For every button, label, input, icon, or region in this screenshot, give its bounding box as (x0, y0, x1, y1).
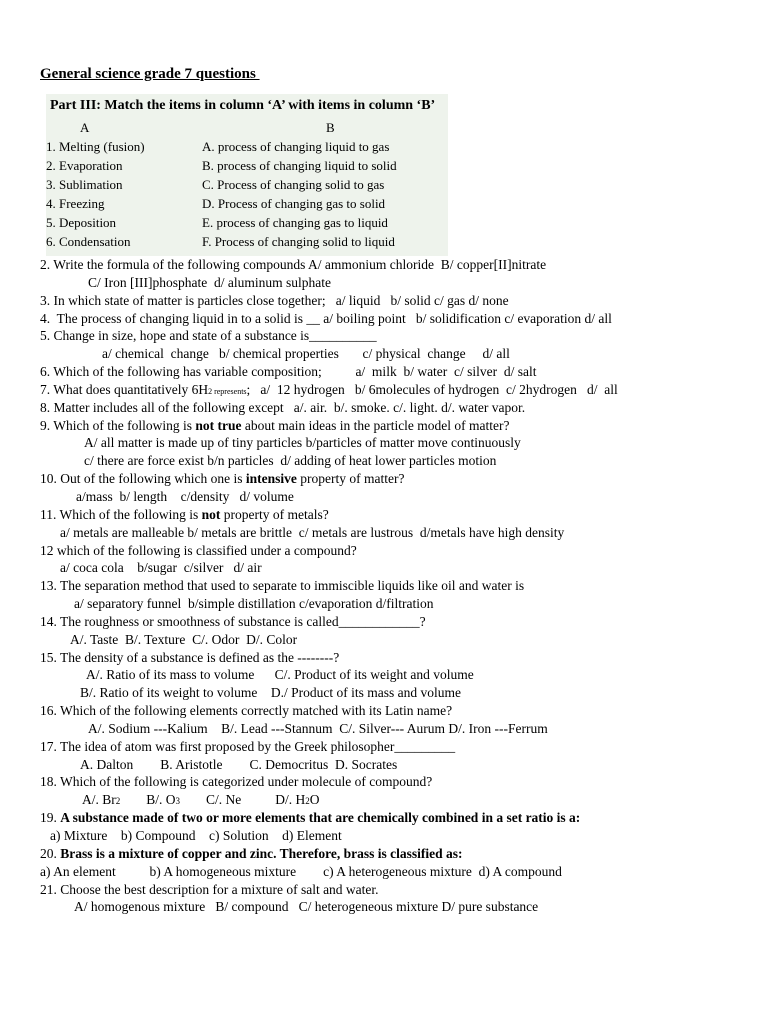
question-18-options (40, 791, 740, 809)
question-list (40, 256, 740, 916)
option-a: A/. Br (82, 792, 116, 808)
column-a-item: 5. Deposition (46, 215, 117, 230)
option-b: B/. O (146, 792, 176, 808)
column-a-item: 1. Melting (fusion) (46, 139, 145, 154)
question-9-options: A/ all matter is made up of tiny particles b/particles of matter move continuously (84, 435, 521, 451)
column-a-item: 3. Sublimation (46, 177, 123, 192)
question-13: 13. The separation method that used to separate to immiscible liquids like oil and water is (40, 578, 525, 594)
question-6: 6. Which of the following has variable composition; a/ milk b/ water c/ silver d/ salt (40, 364, 537, 380)
question-15: 15. The density of a substance is defined as the --------? (40, 649, 340, 665)
question-11-emphasis: not (201, 506, 221, 522)
column-a-item: 4. Freezing (46, 196, 105, 211)
match-row (46, 158, 448, 177)
question-19-text: A substance made of two or more elements that are chemically combined in a set ratio is a: (60, 810, 581, 826)
question-18: 18. Which of the following is categorized under molecule of compound? (40, 774, 433, 790)
part3-heading: Part III: Match the items in column ‘A’ with items in column ‘B’ (50, 98, 436, 113)
question-20 (40, 845, 740, 863)
question-19 (40, 809, 740, 827)
question-7 (40, 381, 740, 399)
question-7-text: 7. What does quantitatively 6H (40, 381, 209, 397)
question-17: 17. The idea of atom was first proposed by the Greek philosopher_________ (40, 738, 456, 754)
question-8: 8. Matter includes all of the following except a/. air. b/. smoke. c/. light. d/. water vapor. (40, 399, 526, 415)
question-9-text: 9. Which of the following is (40, 417, 196, 433)
match-row (46, 177, 448, 196)
option-c: C/. Ne (206, 792, 242, 808)
question-10 (40, 470, 740, 488)
column-b-item: C. Process of changing solid to gas (202, 177, 385, 192)
question-9-text-end: about main ideas in the particle model of matter? (241, 417, 510, 433)
question-12: 12 which of the following is classified under a compound? (40, 542, 357, 558)
option-d-subscript: 2 (305, 796, 310, 807)
column-b-item: B. process of changing liquid to solid (202, 158, 397, 173)
question-21-options: A/ homogenous mixture B/ compound C/ heterogeneous mixture D/ pure substance (74, 899, 539, 915)
column-b-item: F. Process of changing solid to liquid (202, 234, 395, 249)
question-2-options: C/ Iron [III]phosphate d/ aluminum sulphate (88, 274, 331, 290)
question-19-options: a) Mixture b) Compound c) Solution d) Element (50, 828, 342, 843)
question-7-subscript: 2 represents (208, 386, 247, 396)
question-4: 4. The process of changing liquid in to a solid is __ a/ boiling point b/ solidification c/ evaporation d/ all (40, 310, 612, 326)
match-row (46, 139, 448, 158)
column-a-header: A (80, 120, 90, 135)
column-a-item: 2. Evaporation (46, 158, 123, 173)
question-9-emphasis: not true (195, 417, 242, 433)
question-17-options: A. Dalton B. Aristotle C. Democritus D. Socrates (80, 756, 398, 772)
column-b-header: B (326, 120, 335, 135)
page-title: General science grade 7 questions (40, 66, 260, 82)
match-row (46, 196, 448, 215)
question-15-options: A/. Ratio of its mass to volume C/. Product of its weight and volume (86, 667, 474, 683)
question-10-text: 10. Out of the following which one is (40, 471, 246, 487)
column-b-item: A. process of changing liquid to gas (202, 139, 390, 154)
matching-table-image (46, 94, 448, 256)
question-10-options: a/mass b/ length c/density d/ volume (76, 488, 294, 504)
question-16-options: A/. Sodium ---Kalium B/. Lead ---Stannum C/. Silver--- Aurum D/. Iron ---Ferrum (88, 720, 548, 736)
question-9 (40, 417, 740, 435)
question-11-text: 11. Which of the following is (40, 506, 202, 522)
question-16: 16. Which of the following elements correctly matched with its Latin name? (40, 703, 453, 719)
question-7-options: ; a/ 12 hydrogen b/ 6molecules of hydrogen c/ 2hydrogen d/ all (246, 381, 618, 397)
option-b-subscript: 3 (175, 796, 181, 807)
question-2: 2. Write the formula of the following compounds A/ ammonium chloride B/ copper[II]nitrate (40, 257, 547, 272)
question-15-options: B/. Ratio of its weight to volume D./ Product of its mass and volume (80, 685, 461, 701)
option-d: D/. H (275, 792, 306, 808)
question-3: 3. In which state of matter is particles close together; a/ liquid b/ solid c/ gas d/ none (40, 292, 509, 308)
match-row (46, 215, 448, 234)
question-13-options: a/ separatory funnel b/simple distillation c/evaporation d/filtration (74, 596, 434, 612)
question-14-options: A/. Taste B/. Texture C/. Odor D/. Color (70, 631, 298, 647)
question-19-number: 19. (40, 810, 61, 826)
question-20-number: 20. (40, 845, 61, 861)
question-20-text: Brass is a mixture of copper and zinc. Therefore, brass is classified as: (60, 845, 463, 861)
question-12-options: a/ coca cola b/sugar c/silver d/ air (60, 560, 262, 576)
question-11-text-end: property of metals? (220, 506, 329, 522)
question-20-options: a) An element b) A homogeneous mixture c) A heterogeneous mixture d) A compound (40, 863, 562, 879)
column-b-item: D. Process of changing gas to solid (202, 196, 386, 211)
question-10-text-end: property of matter? (296, 471, 405, 487)
question-11-options: a/ metals are malleable b/ metals are brittle c/ metals are lustrous d/metals have high density (60, 524, 565, 540)
column-a-item: 6. Condensation (46, 234, 131, 249)
question-14: 14. The roughness or smoothness of substance is called____________? (40, 613, 426, 629)
question-9-options: c/ there are force exist b/n particles d/ adding of heat lower particles motion (84, 453, 497, 469)
question-5: 5. Change in size, hope and state of a substance is__________ (40, 328, 377, 344)
question-5-options: a/ chemical change b/ chemical properties c/ physical change d/ all (102, 346, 510, 362)
column-b-item: E. process of changing gas to liquid (202, 215, 388, 230)
option-a-subscript: 2 (115, 796, 121, 807)
match-row (46, 234, 448, 253)
question-11 (40, 506, 740, 524)
option-d-end: O (309, 792, 320, 808)
question-21: 21. Choose the best description for a mixture of salt and water. (40, 881, 379, 897)
question-10-emphasis: intensive (245, 471, 297, 487)
